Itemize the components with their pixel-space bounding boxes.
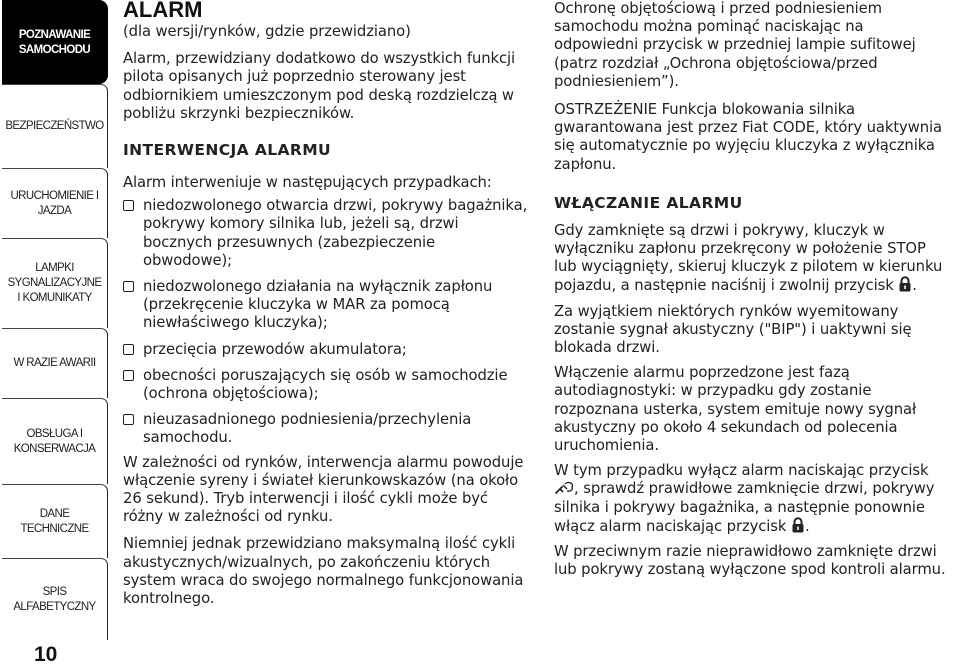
tab-spis-alfabetyczny[interactable]: SPIS ALFABETYCZNY xyxy=(2,558,108,640)
chapter-sidebar xyxy=(0,0,113,670)
list-item-text: przecięcia przewodów akumulatora; xyxy=(143,340,407,358)
tab-lampki-sygnalizacyjne[interactable]: LAMPKI SYGNALIZACYJNE I KOMUNIKATY xyxy=(2,238,108,328)
tab-dane-techniczne[interactable]: DANE TECHNICZNE xyxy=(2,484,108,558)
bullet-box-icon xyxy=(123,200,134,211)
list-item xyxy=(123,278,528,333)
paragraph-cykle: Niemniej jednak przewidziano maksymalną ilość cykli akustycznych/wizualnych, po zakończeniu których system wraca do swojego normalnego funkcjonowania kontrolnego. xyxy=(123,535,524,608)
list-item-text: nieuzasadnionego podniesienia/przechylenia samochodu. xyxy=(143,411,472,447)
section-title: ALARM xyxy=(123,0,203,22)
paragraph-bip: Za wyjątkiem niektórych rynków wyemitowany zostanie sygnał akustyczny ("BIP") i uaktywni się blokada drzwi. xyxy=(554,302,912,357)
tab-bezpieczenstwo[interactable]: BEZPIECZEŃSTWO xyxy=(2,84,108,168)
key-unlock-icon xyxy=(554,481,574,497)
section-heading-wlaczanie: WŁĄCZANIE ALARMU xyxy=(554,193,743,212)
list-item-text: niedozwolonego otwarcia drzwi, pokrywy bagażnika, pokrywy komory silnika lub, jeżeli są, drzwi bocznych przesuwnych (zabezpieczenie obwodowe); xyxy=(143,197,528,269)
paragraph-wylacz xyxy=(554,462,949,536)
list-item xyxy=(123,367,528,403)
lead-paragraph: Alarm interweniuje w następujących przypadkach: xyxy=(123,174,492,192)
subtitle: (dla wersji/rynków, gdzie przewidziano) xyxy=(123,23,411,40)
lock-closed-icon xyxy=(898,276,912,292)
list-item xyxy=(123,341,528,359)
list-item-text: obecności poruszających się osób w samochodzie (ochrona objętościowa); xyxy=(143,366,508,403)
bullet-box-icon xyxy=(123,281,134,292)
tab-uruchomienie-i-jazda[interactable]: URUCHOMIENIE I JAZDA xyxy=(2,168,108,238)
paragraph-autodiagnostyka: Włączenie alarmu poprzedzone jest fazą autodiagnostyki: w przypadku gdy zostanie rozpoznana usterka, system emituje nowy sygnał akustyczny po około 4 sekundach od polecenia uruchomienia. xyxy=(554,364,917,455)
lock-closed-icon xyxy=(791,517,805,533)
paragraph-interwencja: W zależności od rynków, interwencja alarmu powoduje włączenie syreny i świateł kierunkowskazów (na około 26 sekund). Tryb interwencji i ilość cykli może być różny w zależności od rynku. xyxy=(123,453,524,526)
list-item xyxy=(123,197,528,270)
bullet-box-icon xyxy=(123,414,134,425)
tab-obsluga-i-konserwacja[interactable]: OBSŁUGA I KONSERWACJA xyxy=(2,398,108,484)
intro-paragraph: Alarm, przewidziany dodatkowo do wszystkich funkcji pilota opisanych już poprzednio sterowany jest odbiornikiem umieszczonym pod deską rozdzielczą w pobliżu skrzynki bezpieczników. xyxy=(123,50,516,122)
warning-paragraph: OSTRZEŻENIE Funkcja blokowania silnika gwarantowana jest przez Fiat CODE, który uaktywnia się automatycznie po wyjęciu kluczyka z wyłącznika zapłonu. xyxy=(554,101,942,173)
paragraph-text: . xyxy=(805,517,810,535)
section-heading-interwencja: INTERWENCJA ALARMU xyxy=(123,141,332,160)
trigger-list xyxy=(123,197,528,447)
left-column xyxy=(123,0,528,608)
paragraph-text: , sprawdź prawidłowe zamknięcie drzwi, pokrywy silnika i pokrywy bagażnika, a następnie ponownie włącz alarm naciskając przycisk xyxy=(554,480,935,535)
page-number: 10 xyxy=(34,643,58,666)
bullet-box-icon xyxy=(123,370,134,381)
paragraph-text: W tym przypadku wyłącz alarm naciskając przycisk xyxy=(554,462,929,480)
tab-w-razie-awarii[interactable]: W RAZIE AWARII xyxy=(2,328,108,398)
tab-poznawanie-samochodu[interactable]: POZNAWANIE SAMOCHODU xyxy=(2,0,108,84)
paragraph-text: . xyxy=(912,277,917,295)
list-item-text: niedozwolonego działania na wyłącznik zapłonu (przekręcenie kluczyka w MAR za pomocą niewłaściwego kluczyka); xyxy=(143,278,493,332)
paragraph-wlaczanie xyxy=(554,222,949,296)
bullet-box-icon xyxy=(123,344,134,355)
right-column xyxy=(554,0,949,579)
paragraph-text: Gdy zamknięte są drzwi i pokrywy, kluczyk w wyłączniku zapłonu przekręcony w położenie STOP lub wyciągnięty, skieruj kluczyk z pilotem w kierunku pojazdu, a następnie naciśnij i zwolnij przycisk xyxy=(554,221,943,295)
paragraph-przeciwnym: W przeciwnym razie nieprawidłowo zamknięte drzwi lub pokrywy zostaną wyłączone spod kontroli alarmu. xyxy=(554,543,946,579)
list-item xyxy=(123,411,528,447)
paragraph-ochrona: Ochronę objętościową i przed podniesieniem samochodu można pominąć naciskając na odpowiedni przycisk w przedniej lampie sufitowej (patrz rozdział „Ochrona objętościowa/przed podniesieniem”). xyxy=(554,0,916,90)
